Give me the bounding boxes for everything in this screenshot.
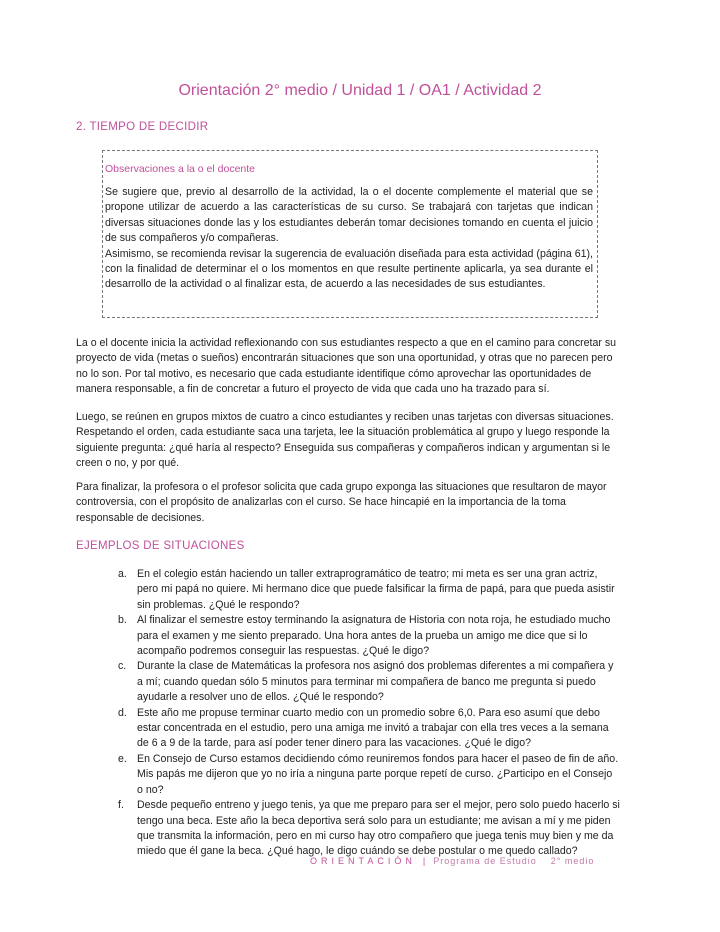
list-item [76,752,620,798]
item-number: c. [118,660,127,673]
body-paragraph: Para finalizar, la profesora o el profesor solicita que cada grupo exponga las situaciones que resultaron de mayor controversia, con el propósito de analizarlas con el curso. Se hace hincapié en la importancia de la toma responsable de decisiones. [76,481,607,524]
examples-heading: EJEMPLOS DE SITUACIONES [76,540,245,552]
item-number: e. [118,752,127,765]
list-item [76,567,620,613]
body-paragraph: Luego, se reúnen en grupos mixtos de cuatro a cinco estudiantes y reciben unas tarjetas con diversas situaciones. Respetando el orden, cada estudiante saca una tarjeta, lee la situación problemática al grupo y luego responde la siguiente pregunta: ¿qué haría al respecto? Enseguida sus compañeras y compañeros indican y argumentan si le creen o no, y por qué. [76,411,614,470]
body-paragraph: La o el docente inicia la actividad reflexionando con sus estudiantes respecto a que en el camino para concretar su proyecto de vida (metas o sueños) encontrarán situaciones que son una oportunidad, y otras que no parecen pero no lo son. Por tal motivo, es necesario que cada estudiante identifique cómo aprovechar las oportunidades de manera responsable, a fin de concretar a futuro el proyecto de vida que cada uno ha trazado para sí. [76,337,617,396]
item-text: En el colegio están haciendo un taller extraprogramático de teatro; mi meta es ser una gran actriz, pero mi papá no quiere. Mi hermano dice que puede falsificar la firma de papá, para que pueda asistir sin problemas. ¿Qué le respondo? [137,568,615,611]
examples-list [76,567,620,860]
item-text: En Consejo de Curso estamos decidiendo cómo reuniremos fondos para hacer el paseo de fin de año. Mis papás me dijeron que yo no iría a ninguna parte porque repetí de curso. ¿Participo en el Consejo o no? [137,752,619,796]
section-heading: 2. TIEMPO DE DECIDIR [76,121,209,133]
footer-level: 2° medio [550,856,595,866]
page-footer [310,856,594,866]
notes-heading: Observaciones a la o el docente [105,163,256,175]
notes-paragraph: Asimismo, se recomienda revisar la sugerencia de evaluación diseñada para esta actividad (página 61), con la finalidad de determinar el o los momentos en que resulte pertinente aplicarla, ya sea durante el desarrollo de la actividad o al finalizar esta, de acuerdo a las necesidades de sus estudiantes. [105,247,593,291]
list-item [76,613,620,659]
teacher-notes-box [102,150,598,318]
item-text: Desde pequeño entreno y juego tenis, ya que me preparo para ser el mejor, pero solo puedo hacerlo si tengo una beca. Este año la beca deportiva será solo para un estudiante; me avisan a mí y me piden que transmita la información, pero en mi curso hay otro compañero que juega tenis muy bien y me da miedo que él gane la beca. ¿Qué hago, le digo cuándo se debe postular o me quedo callado? [137,799,620,858]
list-item [76,659,620,705]
item-number: f. [118,799,124,812]
notes-paragraph: Se sugiere que, previo al desarrollo de la actividad, la o el docente complemente el material que se propone utilizar de acuerdo a las características de su curso. Se trabajará con tarjetas que indican diversas situaciones donde las y los estudiantes deberán tomar decisiones tomando en cuenta el juicio de sus compañeros y/o compañeras. [105,186,593,245]
item-number: b. [118,614,127,627]
item-text: Este año me propuse terminar cuarto medio con un promedio sobre 6,0. Para eso asumí que debo estar concentrada en el estudio, pero una amiga me invitó a trabajar con ella tres veces a la semana de 6 a 9 de la tarde, para así poder tener dinero para las vacaciones. ¿Qué le digo? [137,706,609,750]
item-text: Al finalizar el semestre estoy terminando la asignatura de Historia con nota roja, he estudiado mucho para el examen y me siento preparado. Una hora antes de la prueba un amigo me dice que si lo acompaño podremos conseguir las respuestas. ¿Qué le digo? [137,614,611,658]
item-number: a. [118,568,127,580]
item-text: Durante la clase de Matemáticas la profesora nos asignó dos problemas diferentes a mi compañera y a mí; cuando quedan sólo 5 minutos para terminar mi compañera de banco me pregunta si puedo ayudarle a resolver uno de ellos. ¿Qué le respondo? [137,660,614,704]
list-item [76,798,620,860]
page-title: Orientación 2° medio / Unidad 1 / OA1 / Actividad 2 [178,82,542,99]
footer-program: Programa de Estudio [433,856,537,866]
footer-subject: ORIENTACIÓN [310,856,416,866]
list-item [76,706,620,752]
item-number: d. [118,706,127,719]
footer-separator: | [422,856,427,866]
